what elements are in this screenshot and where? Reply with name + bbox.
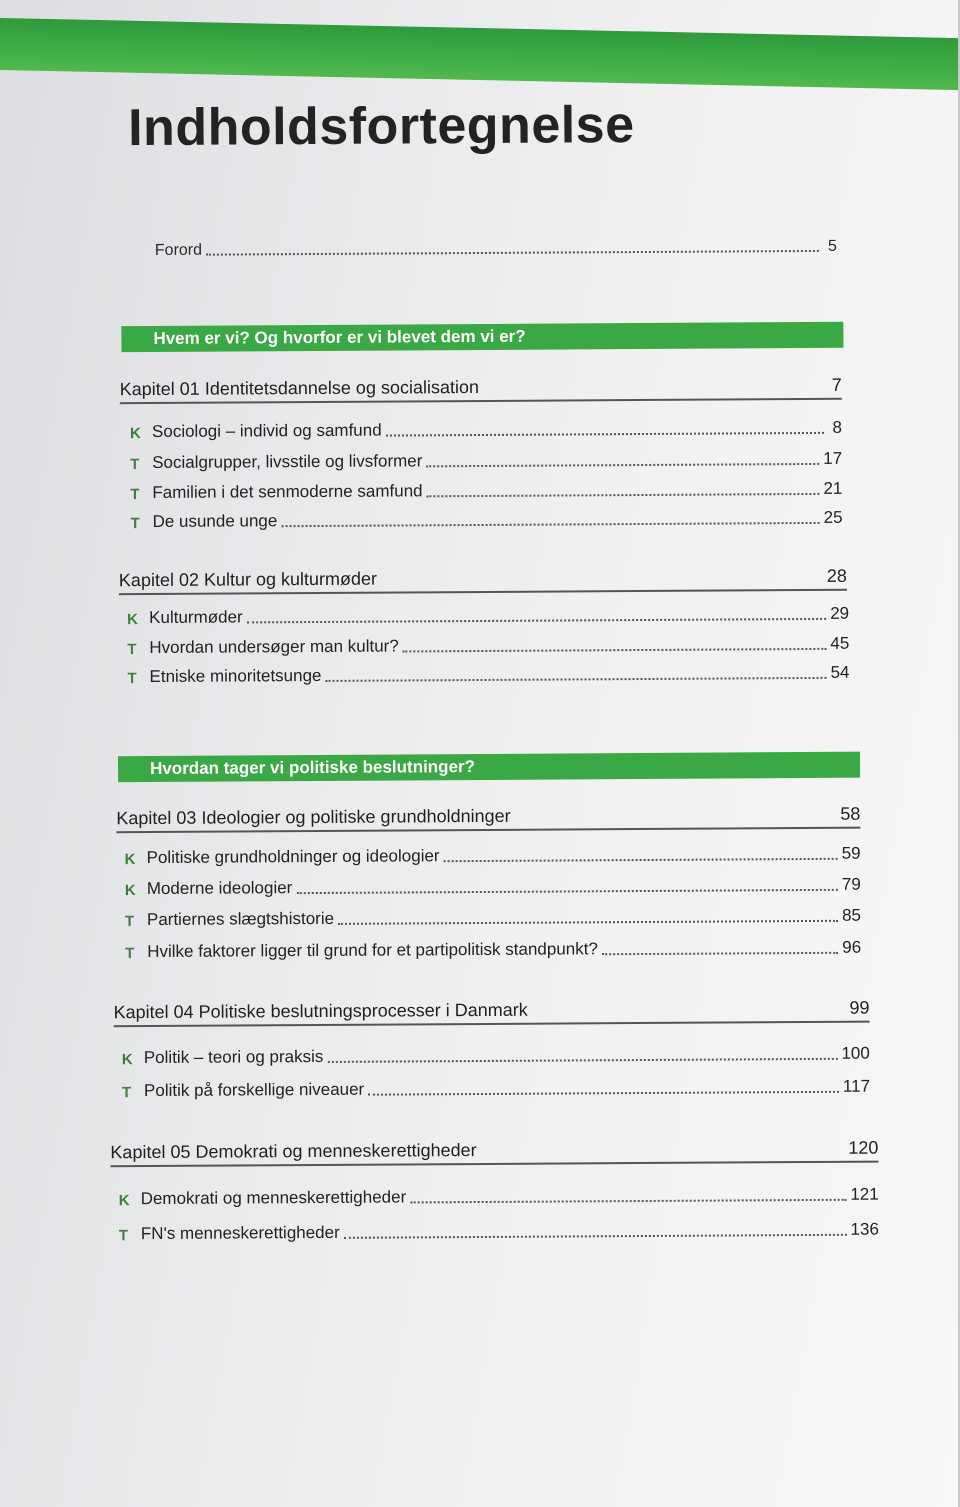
toc-entry [125, 906, 861, 930]
entry-label: FN's menneskerettigheder [140, 1222, 340, 1244]
entry-page: 59 [841, 843, 861, 863]
entry-label: Etniske minoritetsunge [149, 665, 322, 687]
toc-entry [119, 1185, 879, 1210]
chapter-heading [110, 1138, 878, 1168]
entry-type-marker: K [121, 1051, 133, 1069]
entry-page: 100 [841, 1043, 870, 1063]
chapter-page: 7 [831, 374, 842, 395]
chapter-page: 58 [840, 803, 861, 824]
section-heading: Hvordan tager vi politiske beslutninger? [149, 757, 476, 779]
entry-type-marker: T [130, 456, 140, 474]
entry-page: 17 [823, 448, 843, 468]
toc-entry [125, 844, 861, 868]
chapter-title: Kapitel 03 Ideologier og politiske grundholdninger [116, 805, 511, 829]
dot-leader [247, 618, 827, 624]
dot-leader [368, 1091, 839, 1096]
entry-label: De usunde unge [152, 511, 278, 531]
entry-type-marker: T [125, 945, 135, 963]
dot-leader [296, 889, 838, 894]
entry-page: 8 [832, 417, 843, 437]
dot-leader [386, 432, 824, 437]
section-heading-bar [121, 322, 843, 352]
dot-leader [427, 493, 820, 497]
dot-leader [206, 250, 819, 256]
entry-label: Socialgrupper, livsstile og livsformer [152, 451, 423, 472]
entry-label: Familien i det senmoderne samfund [152, 481, 423, 502]
entry-page: 54 [830, 662, 850, 682]
entry-type-marker: K [124, 851, 136, 869]
section-heading: Hvem er vi? Og hvorfor er vi blevet dem vi er? [153, 326, 526, 348]
dot-leader [403, 648, 827, 653]
entry-page: 45 [830, 633, 850, 653]
entry-label: Hvilke faktorer ligger til grund for et partipolitisk standpunkt? [147, 939, 598, 962]
toc-entry [127, 604, 849, 628]
entry-label: Demokrati og menneskerettigheder [140, 1187, 407, 1209]
chapter-title: Kapitel 02 Kultur og kulturmøder [118, 568, 378, 591]
entry-page: 85 [841, 905, 862, 925]
toc-entry [127, 634, 849, 658]
entry-page: 25 [823, 507, 843, 527]
chapter-page: 99 [849, 997, 870, 1018]
dot-leader [325, 677, 826, 682]
chapter-title: Kapitel 01 Identitetsdannelse og socialisation [119, 376, 480, 400]
entry-type-marker: K [129, 425, 141, 443]
entry-label: Politik på forskellige niveauer [143, 1079, 365, 1101]
chapter-title: Kapitel 04 Politiske beslutningsprocesser i Danmark [113, 999, 528, 1023]
entry-page: 29 [830, 603, 850, 623]
entry-type-marker: T [118, 1227, 129, 1245]
toc-entry [125, 938, 861, 962]
entry-type-marker: T [124, 913, 135, 931]
toc-entry [119, 1220, 879, 1245]
entry-page: 96 [842, 937, 862, 957]
dot-leader [281, 522, 819, 527]
entry-type-marker: T [130, 486, 140, 504]
entry-label: Forord [154, 241, 203, 259]
chapter-heading [116, 804, 860, 834]
entry-label: Sociologi – individ og samfund [151, 420, 382, 441]
dot-leader [602, 952, 838, 955]
chapter-title: Kapitel 05 Demokrati og menneskerettigheder [110, 1140, 477, 1163]
dot-leader [444, 858, 838, 862]
toc-entry [122, 1044, 870, 1069]
toc-entry [130, 479, 842, 503]
toc-entry [122, 1077, 870, 1102]
chapter-heading [113, 998, 869, 1028]
entry-label: Hvordan undersøger man kultur? [149, 636, 399, 658]
entry-label: Politiske grundholdninger og ideologier [146, 846, 440, 868]
dot-leader [338, 920, 838, 925]
entry-page: 117 [842, 1076, 871, 1096]
entry-type-marker: K [124, 882, 136, 900]
entry-label: Moderne ideologier [146, 878, 293, 899]
dot-leader [426, 463, 819, 467]
entry-type-marker: T [130, 515, 140, 533]
toc-entry [130, 508, 842, 532]
entry-type-marker: K [118, 1192, 130, 1210]
entry-type-marker: K [127, 611, 139, 629]
dot-leader [327, 1058, 837, 1063]
toc-entry-forord [155, 238, 837, 260]
section-heading-bar [118, 752, 860, 783]
dot-leader [344, 1234, 847, 1239]
toc-entry [130, 449, 842, 473]
entry-label: Politik – teori og praksis [143, 1046, 324, 1068]
entry-page: 5 [827, 237, 837, 255]
chapter-heading [120, 375, 842, 404]
dot-leader [410, 1199, 846, 1204]
entry-label: Kulturmøder [149, 607, 243, 628]
entry-page: 136 [850, 1219, 879, 1239]
toc-entry [127, 663, 849, 687]
entry-page: 79 [841, 874, 861, 894]
page-title: Indholdsfortegnelse [127, 96, 635, 158]
entry-type-marker: T [127, 641, 137, 659]
entry-type-marker: T [121, 1084, 132, 1102]
chapter-heading [119, 566, 847, 595]
entry-type-marker: T [127, 670, 137, 688]
chapter-page: 28 [826, 565, 847, 586]
entry-label: Partiernes slægtshistorie [146, 908, 335, 930]
entry-page: 121 [850, 1184, 879, 1204]
chapter-page: 120 [848, 1137, 879, 1158]
toc-entry [130, 418, 842, 442]
entry-page: 21 [823, 478, 843, 498]
toc-entry [125, 875, 861, 899]
